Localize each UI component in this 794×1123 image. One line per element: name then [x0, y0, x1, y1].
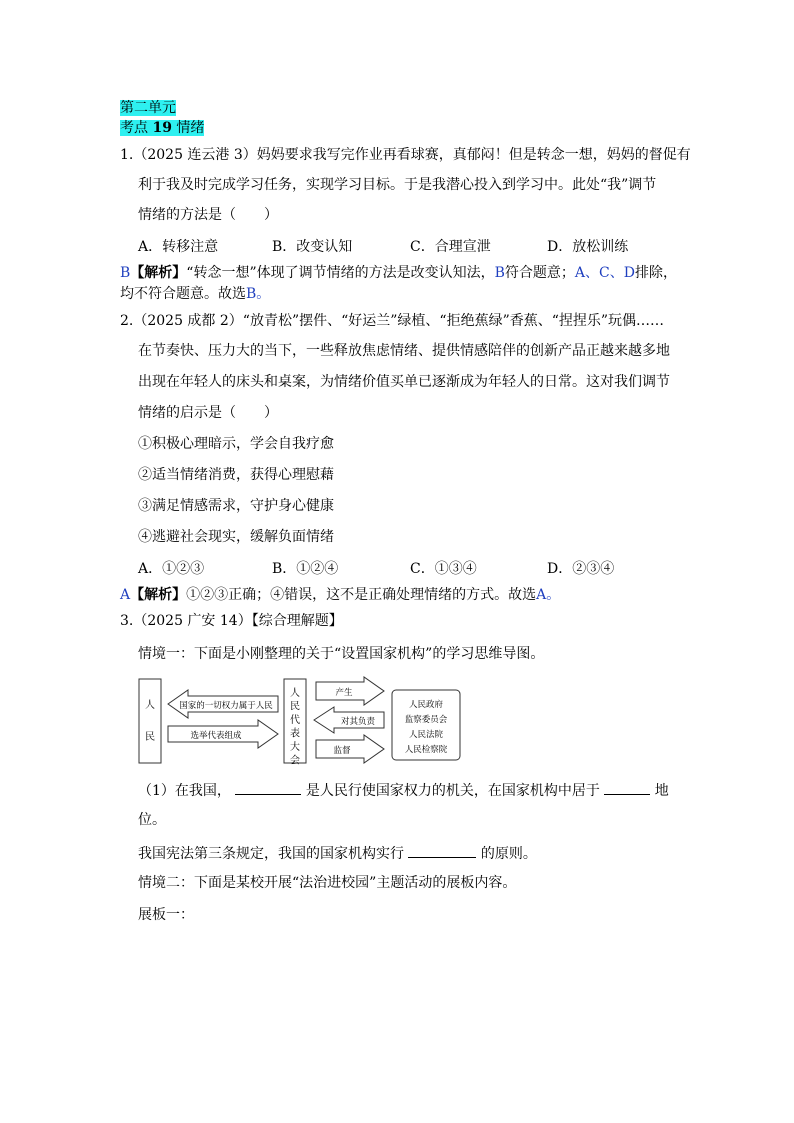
q2-line2: 在节奏快、压力大的当下，一些释放焦虑情绪、提供情感陪伴的创新产品正越来越多地	[138, 343, 670, 359]
q1-option-b: B．改变认知	[272, 239, 353, 255]
q2-item-3: ③满足情感需求，守护身心健康	[138, 498, 334, 514]
q1-option-d: D．放松训练	[547, 239, 629, 255]
q2-item-4: ④逃避社会现实，缓解负面情绪	[138, 529, 334, 545]
q3-sub1-text-a: （1）在我国，	[138, 783, 231, 799]
q1-line3: 情绪的方法是（ ）	[138, 207, 278, 223]
q3-sub1-line2: 位。	[138, 812, 166, 828]
q2-answer: A	[120, 587, 131, 603]
q1-analysis-line2	[120, 285, 270, 303]
arrow-responsible-label: 对其负责	[340, 717, 376, 727]
q1-analysis-acd: A、C、D	[574, 265, 635, 281]
q1-analysis-b: B	[494, 265, 505, 281]
q3-board-1: 展板一：	[138, 907, 194, 923]
q2-option-b: B．①②④	[272, 561, 339, 577]
q2-line1: 2.（2025 成都 2）“放青松”摆件、“好运兰”绿植、“拒绝蕉绿”香蕉、“捏捏乐”玩偶……	[120, 313, 665, 329]
people-box	[139, 679, 161, 763]
q1-option-a: A．转移注意	[138, 239, 219, 255]
topic-heading	[120, 119, 204, 137]
q2-analysis-final: A。	[536, 587, 561, 603]
q1-analysis-text4: 均不符合题意。故选	[120, 286, 246, 302]
q3-sub1-line3	[138, 843, 537, 863]
people-char1: 人	[145, 700, 155, 711]
q2-option-c: C．①③④	[410, 561, 477, 577]
q1-analysis-text3: 排除，	[634, 265, 677, 281]
topic-name: 情绪	[176, 120, 205, 136]
q3-sub1-text-c: 地	[654, 783, 669, 799]
q1-answer: B	[120, 265, 131, 281]
blank-2[interactable]	[604, 780, 650, 795]
arrow-supervise-label: 监督	[333, 746, 351, 756]
q3-sub1-text-b: 是人民行使国家权力的机关，在国家机构中居于	[305, 783, 600, 799]
arrow-produce-label: 产生	[335, 688, 353, 698]
q3-sub1-text-f: 的原则。	[480, 846, 537, 862]
q2-analysis-tag: 【解析】	[130, 587, 187, 603]
q2-item-1: ①积极心理暗示，学会自我疗愈	[138, 436, 334, 452]
unit-heading	[120, 99, 176, 117]
q3-sub1-text-e: 我国宪法第三条规定，我国的国家机构实行	[138, 846, 404, 862]
q2-line3: 出现在年轻人的床头和桌案，为情绪价值买单已逐渐成为年轻人的日常。这对我们调节	[138, 374, 670, 390]
blank-3[interactable]	[408, 843, 476, 858]
q2-item-2: ②适当情绪消费，获得心理慰藉	[138, 467, 334, 483]
topic-prefix: 考点	[120, 120, 148, 136]
congress-char: 民	[290, 701, 300, 713]
org-court: 人民法院	[408, 730, 444, 740]
mind-map-diagram	[138, 676, 572, 768]
q1-analysis-tag: 【解析】	[130, 265, 187, 281]
q3-sub1-line1	[138, 780, 669, 800]
q3-line1: 3.（2025 广安 14）【综合理解题】	[120, 613, 343, 629]
q1-option-c: C．合理宣泄	[410, 239, 491, 255]
q1-analysis-line1	[120, 264, 677, 282]
q1-line2: 利于我及时完成学习任务，实现学习目标。于是我潜心投入到学习中。此处“我”调节	[138, 177, 657, 193]
blank-1[interactable]	[235, 780, 301, 795]
org-government: 人民政府	[408, 700, 444, 710]
congress-char: 人	[290, 688, 300, 699]
q3-scene2: 情境二：下面是某校开展“法治进校园”主题活动的展板内容。	[138, 875, 517, 891]
q1-analysis-text1: “转念一想”体现了调节情绪的方法是改变认知法，	[186, 265, 495, 281]
people-char2: 民	[145, 732, 155, 743]
q2-line4: 情绪的启示是（ ）	[138, 405, 278, 421]
unit-label: 第二单元	[120, 100, 176, 116]
org-procuratorate: 人民检察院	[404, 745, 448, 755]
congress-char: 大	[290, 742, 300, 753]
q1-analysis-text2: 符合题意；	[504, 265, 575, 281]
q2-analysis-text: ①②③正确；④错误，这不是正确处理情绪的方式。故选	[186, 587, 537, 603]
congress-char: 会	[290, 755, 300, 767]
q2-option-d: D．②③④	[547, 561, 615, 577]
org-supervisory: 监察委员会	[404, 715, 448, 725]
q1-line1: 1.（2025 连云港 3）妈妈要求我写完作业再看球赛，真郁闷！但是转念一想，妈妈的督促有	[120, 147, 691, 163]
topic-number: 19	[152, 120, 172, 136]
q1-analysis-final: B。	[246, 286, 271, 302]
q2-option-a: A．①②③	[138, 561, 205, 577]
arrow-bottom-label: 选举代表组成	[190, 731, 242, 741]
arrow-top-label: 国家的一切权力属于人民	[179, 701, 273, 711]
q3-scene1: 情境一：下面是小刚整理的关于“设置国家机构”的学习思维导图。	[138, 646, 545, 662]
congress-char: 表	[290, 728, 300, 740]
congress-char: 代	[290, 715, 300, 726]
q2-analysis	[120, 586, 560, 604]
